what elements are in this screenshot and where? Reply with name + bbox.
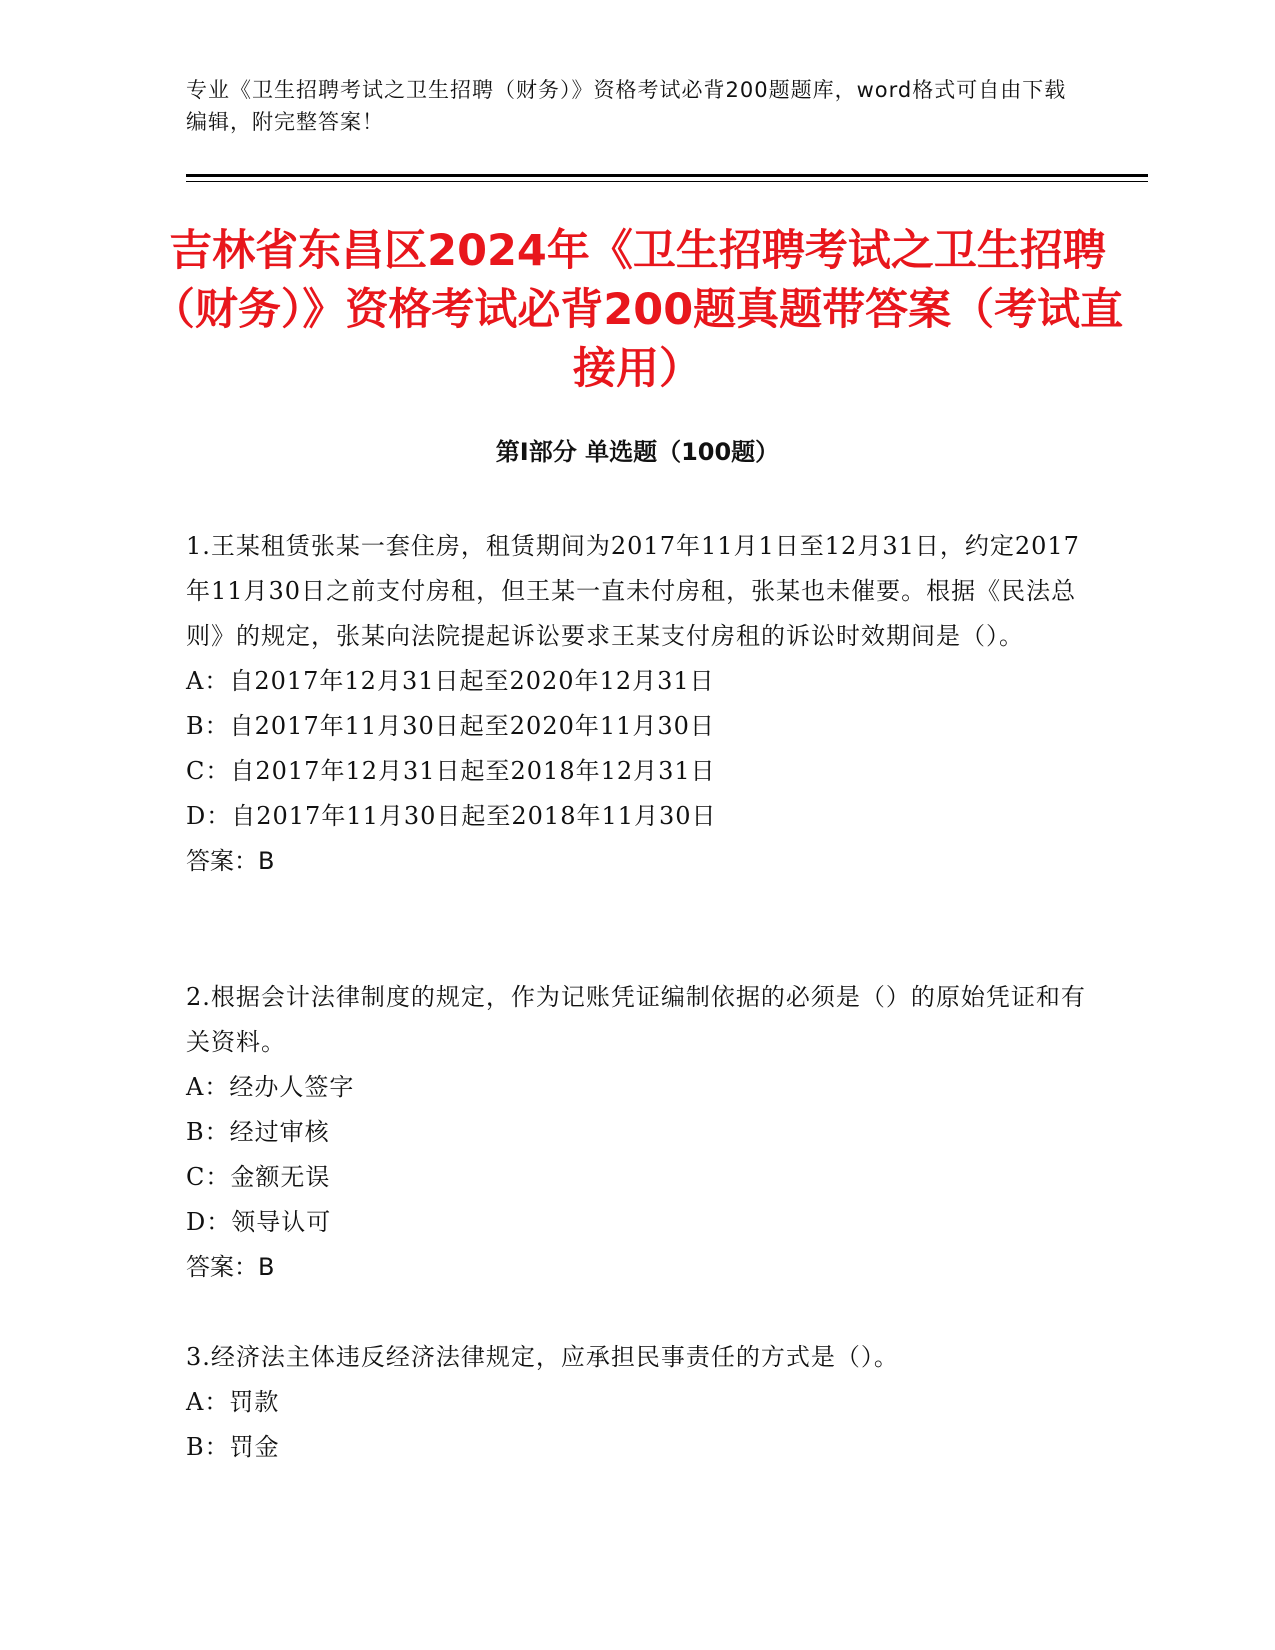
option-b: B：罚金: [186, 1433, 280, 1461]
header-note: 专业《卫生招聘考试之卫生招聘（财务）》资格考试必背200题题库，word格式可自由下载编辑，附完整答案！: [186, 78, 1067, 134]
option-c: C：自2017年12月31日起至2018年12月31日: [186, 757, 716, 785]
answer: 答案：B: [186, 847, 275, 875]
option-c: C：金额无误: [186, 1163, 331, 1191]
option-a: A：自2017年12月31日起至2020年12月31日: [186, 667, 715, 695]
question-2: [186, 975, 1086, 1290]
header-divider-thick: [186, 174, 1148, 177]
question-1: [186, 524, 1086, 884]
option-d: D：领导认可: [186, 1208, 332, 1236]
header-divider-thin: [186, 181, 1148, 182]
question-stem: 1.王某租赁张某一套住房，租赁期间为2017年11月1日至12月31日，约定2017年11月30日之前支付房租，但王某一直未付房租，张某也未催要。根据《民法总则》的规定，张某向法院提起诉讼要求王某支付房租的诉讼时效期间是（）。: [186, 532, 1080, 650]
option-b: B：自2017年11月30日起至2020年11月30日: [186, 712, 715, 740]
question-stem: 2.根据会计法律制度的规定，作为记账凭证编制依据的必须是（）的原始凭证和有关资料。: [186, 983, 1086, 1056]
option-b: B：经过审核: [186, 1118, 330, 1146]
section-title: 第I部分 单选题（100题）: [495, 438, 780, 466]
document-title: 吉林省东昌区2024年《卫生招聘考试之卫生招聘（财务）》资格考试必背200题真题带答案（考试直接用）: [151, 226, 1124, 394]
option-a: A：罚款: [186, 1388, 280, 1416]
answer: 答案：B: [186, 1253, 275, 1281]
question-stem: 3.经济法主体违反经济法律规定，应承担民事责任的方式是（）。: [186, 1343, 899, 1371]
question-3: [186, 1335, 1086, 1470]
option-a: A：经办人签字: [186, 1073, 355, 1101]
option-d: D：自2017年11月30日起至2018年11月30日: [186, 802, 717, 830]
